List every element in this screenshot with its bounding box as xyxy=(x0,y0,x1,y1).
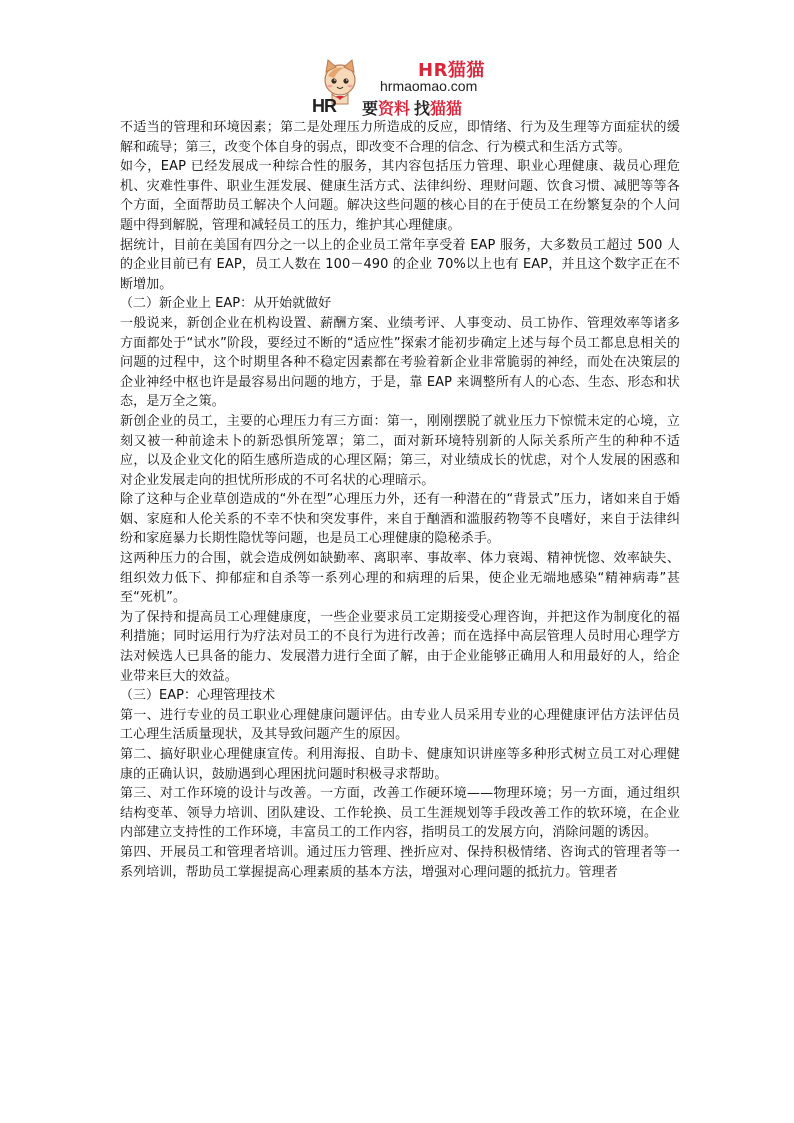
paragraph: 一般说来，新创企业在机构设置、薪酬方案、业绩考评、人事变动、员工协作、管理效率等诸多方面都处于“试水”阶段，要经过不断的“适应性”探索才能初步确定上述与每个员工都息息相关的问题的过程中，这个时期里各种不稳定因素都在考验着新企业非常脆弱的神经，而处在决策层的企业神经中枢也许是最容易出问题的地方，于是，靠 EAP 来调整所有人的心态、生态、形态和状态，是万全之策。 xyxy=(120,315,680,410)
article-body xyxy=(120,118,680,882)
slogan-part-3: 找 xyxy=(414,99,431,118)
slogan-part-1: 要 xyxy=(362,99,379,118)
paragraph: 不适当的管理和环境因素；第二是处理压力所造成的反应，即情绪、行为及生理等方面症状的缓解和疏导；第三，改变个体自身的弱点，即改变不合理的信念、行为模式和生活方式等。 xyxy=(120,120,680,155)
paragraph: 这两种压力的合围，就会造成例如缺勤率、离职率、事故率、体力衰竭、精神恍惚、效率缺失、组织效力低下、抑郁症和自杀等一系列心理的和病理的后果，使企业无端地感染“精神病毒”甚至“死机”。 xyxy=(120,551,680,606)
paragraph: 第四、开展员工和管理者培训。通过压力管理、挫折应对、保持积极情绪、咨询式的管理者等一系列培训，帮助员工掌握提高心理素质的基本方法，增强对心理问题的抵抗力。管理者 xyxy=(120,844,680,880)
brand-url[interactable]: hrmaomao.com xyxy=(380,78,478,94)
paragraph: 新创企业的员工，主要的心理压力有三方面：第一，刚刚摆脱了就业压力下惊慌未定的心境，立刻又被一种前途未卜的新恐惧所笼罩；第二，面对新环境特别新的人际关系所产生的种种不适应，以及企业文化的陌生感所造成的心理区隔；第三，对业绩成长的忧虑，对个人发展的困惑和对企业发展走向的担忧所形成的不可名状的心理暗示。 xyxy=(120,413,680,488)
paragraph: 为了保持和提高员工心理健康度，一些企业要求员工定期接受心理咨询，并把这作为制度化的福利措施；同时运用行为疗法对员工的不良行为进行改善；而在选择中高层管理人员时用心理学方法对候选人已具备的能力、发展潜力进行全面了解，由于企业能够正确用人和用最好的人，给企业带来巨大的效益。 xyxy=(120,609,680,684)
paragraph: 第一、进行专业的员工职业心理健康问题评估。由专业人员采用专业的心理健康评估方法评估员工心理生活质量现状，及其导致问题产生的原因。 xyxy=(120,707,680,743)
slogan-part-2: 资料 xyxy=(378,99,411,118)
paragraph: 据统计，目前在美国有四分之一以上的企业员工常年享受着 EAP 服务，大多数员工超过 500 人的企业目前已有 EAP，员工人数在 100－490 的企业 70%以上也有 EAP，并且这个数字正在不断增加。 xyxy=(120,237,680,292)
paragraph: 如今，EAP 已经发展成一种综合性的服务，其内容包括压力管理、职业心理健康、裁员心理危机、灾难性事件、职业生涯发展、健康生活方式、法律纠纷、理财问题、饮食习惯、减肥等等各个方面，全面帮助员工解决个人问题。解决这些问题的核心目的在于使员工在纷繁复杂的个人问题中得到解脱，管理和减轻员工的压力，维护其心理健康。 xyxy=(120,159,680,233)
paragraph: 除了这种与企业草创造成的“外在型”心理压力外，还有一种潜在的“背景式”压力，诸如来自于婚姻、家庭和人伦关系的不幸不快和突发事件，来自于酗酒和滥服药物等不良嗜好，来自于法律纠纷和家庭暴力长期性隐忧等问题，也是员工心理健康的隐秘杀手。 xyxy=(120,492,680,547)
brand-name: HR猫猫 xyxy=(418,60,485,81)
slogan-part-4: 猫猫 xyxy=(430,99,463,118)
section-heading: （三）EAP：心理管理技术 xyxy=(120,688,275,704)
paragraph: 第二、搞好职业心理健康宣传。利用海报、自助卡、健康知识讲座等多种形式树立员工对心理健康的正确认识，鼓励遇到心理困扰问题时积极寻求帮助。 xyxy=(120,747,680,782)
hr-mark-logo: HR xyxy=(312,96,336,116)
hrmaomao-logo[interactable] xyxy=(310,52,510,118)
section-heading: （二）新企业上 EAP：从开始就做好 xyxy=(120,296,332,312)
brand-slogan xyxy=(362,96,462,119)
paragraph: 第三、对工作环境的设计与改善。一方面，改善工作硬环境——物理环境；另一方面，通过组织结构变革、领导力培训、团队建设、工作轮换、员工生涯规划等手段改善工作的软环境，在企业内部建立支持性的工作环境，丰富员工的工作内容，指明员工的发展方向，消除问题的诱因。 xyxy=(120,786,680,841)
